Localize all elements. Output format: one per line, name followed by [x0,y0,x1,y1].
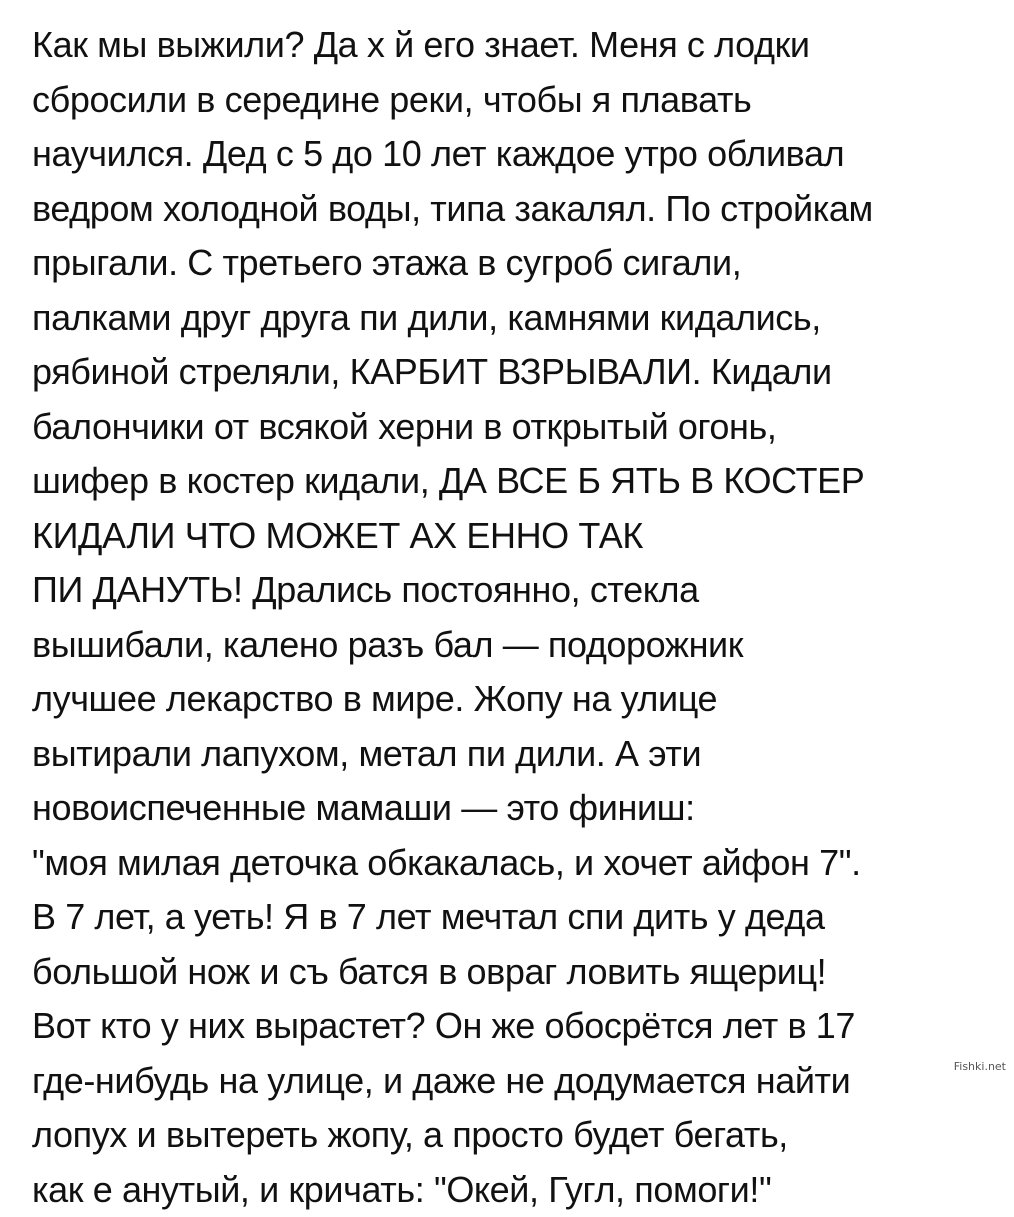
post-text [32,18,982,1217]
watermark: Fishki.net [954,1060,1006,1073]
post-text-line: вышибали, калено разъ бал — подорожник [32,618,982,673]
post-text-line: В 7 лет, а уеть! Я в 7 лет мечтал спи дить у деда [32,890,982,945]
post-text-line: КИДАЛИ ЧТО МОЖЕТ АХ ЕННО ТАК [32,509,982,564]
post-text-line: Вот кто у них вырастет? Он же обосрётся лет в 17 [32,999,982,1054]
post-text-line: лопух и вытереть жопу, а просто будет бегать, [32,1108,982,1163]
post-text-line: научился. Дед с 5 до 10 лет каждое утро обливал [32,127,982,182]
post-text-line: вытирали лапухом, метал пи дили. А эти [32,727,982,782]
post-text-line: ПИ ДАНУТЬ! Дрались постоянно, стекла [32,563,982,618]
post-text-line: Как мы выжили? Да х й его знает. Меня с лодки [32,18,982,73]
post-text-line: сбросили в середине реки, чтобы я плавать [32,73,982,128]
post-text-line: балончики от всякой херни в открытый огонь, [32,400,982,455]
post-text-line: шифер в костер кидали, ДА ВСЕ Б ЯТЬ В КОСТЕР [32,454,982,509]
post-text-line: палками друг друга пи дили, камнями кидались, [32,291,982,346]
post-text-line: прыгали. С третьего этажа в сугроб сигали, [32,236,982,291]
post-text-line: рябиной стреляли, КАРБИТ ВЗРЫВАЛИ. Кидали [32,345,982,400]
post-text-line: где-нибудь на улице, и даже не додумается найти [32,1054,982,1109]
post-text-line: новоиспеченные мамаши — это финиш: [32,781,982,836]
post-text-line: лучшее лекарство в мире. Жопу на улице [32,672,982,727]
post-text-line: "моя милая деточка обкакалась, и хочет айфон 7". [32,836,982,891]
post-text-line: большой нож и съ батся в овраг ловить ящериц! [32,945,982,1000]
post-text-line: как е анутый, и кричать: "Окей, Гугл, помоги!" [32,1163,982,1217]
post-text-line: ведром холодной воды, типа закалял. По стройкам [32,182,982,237]
